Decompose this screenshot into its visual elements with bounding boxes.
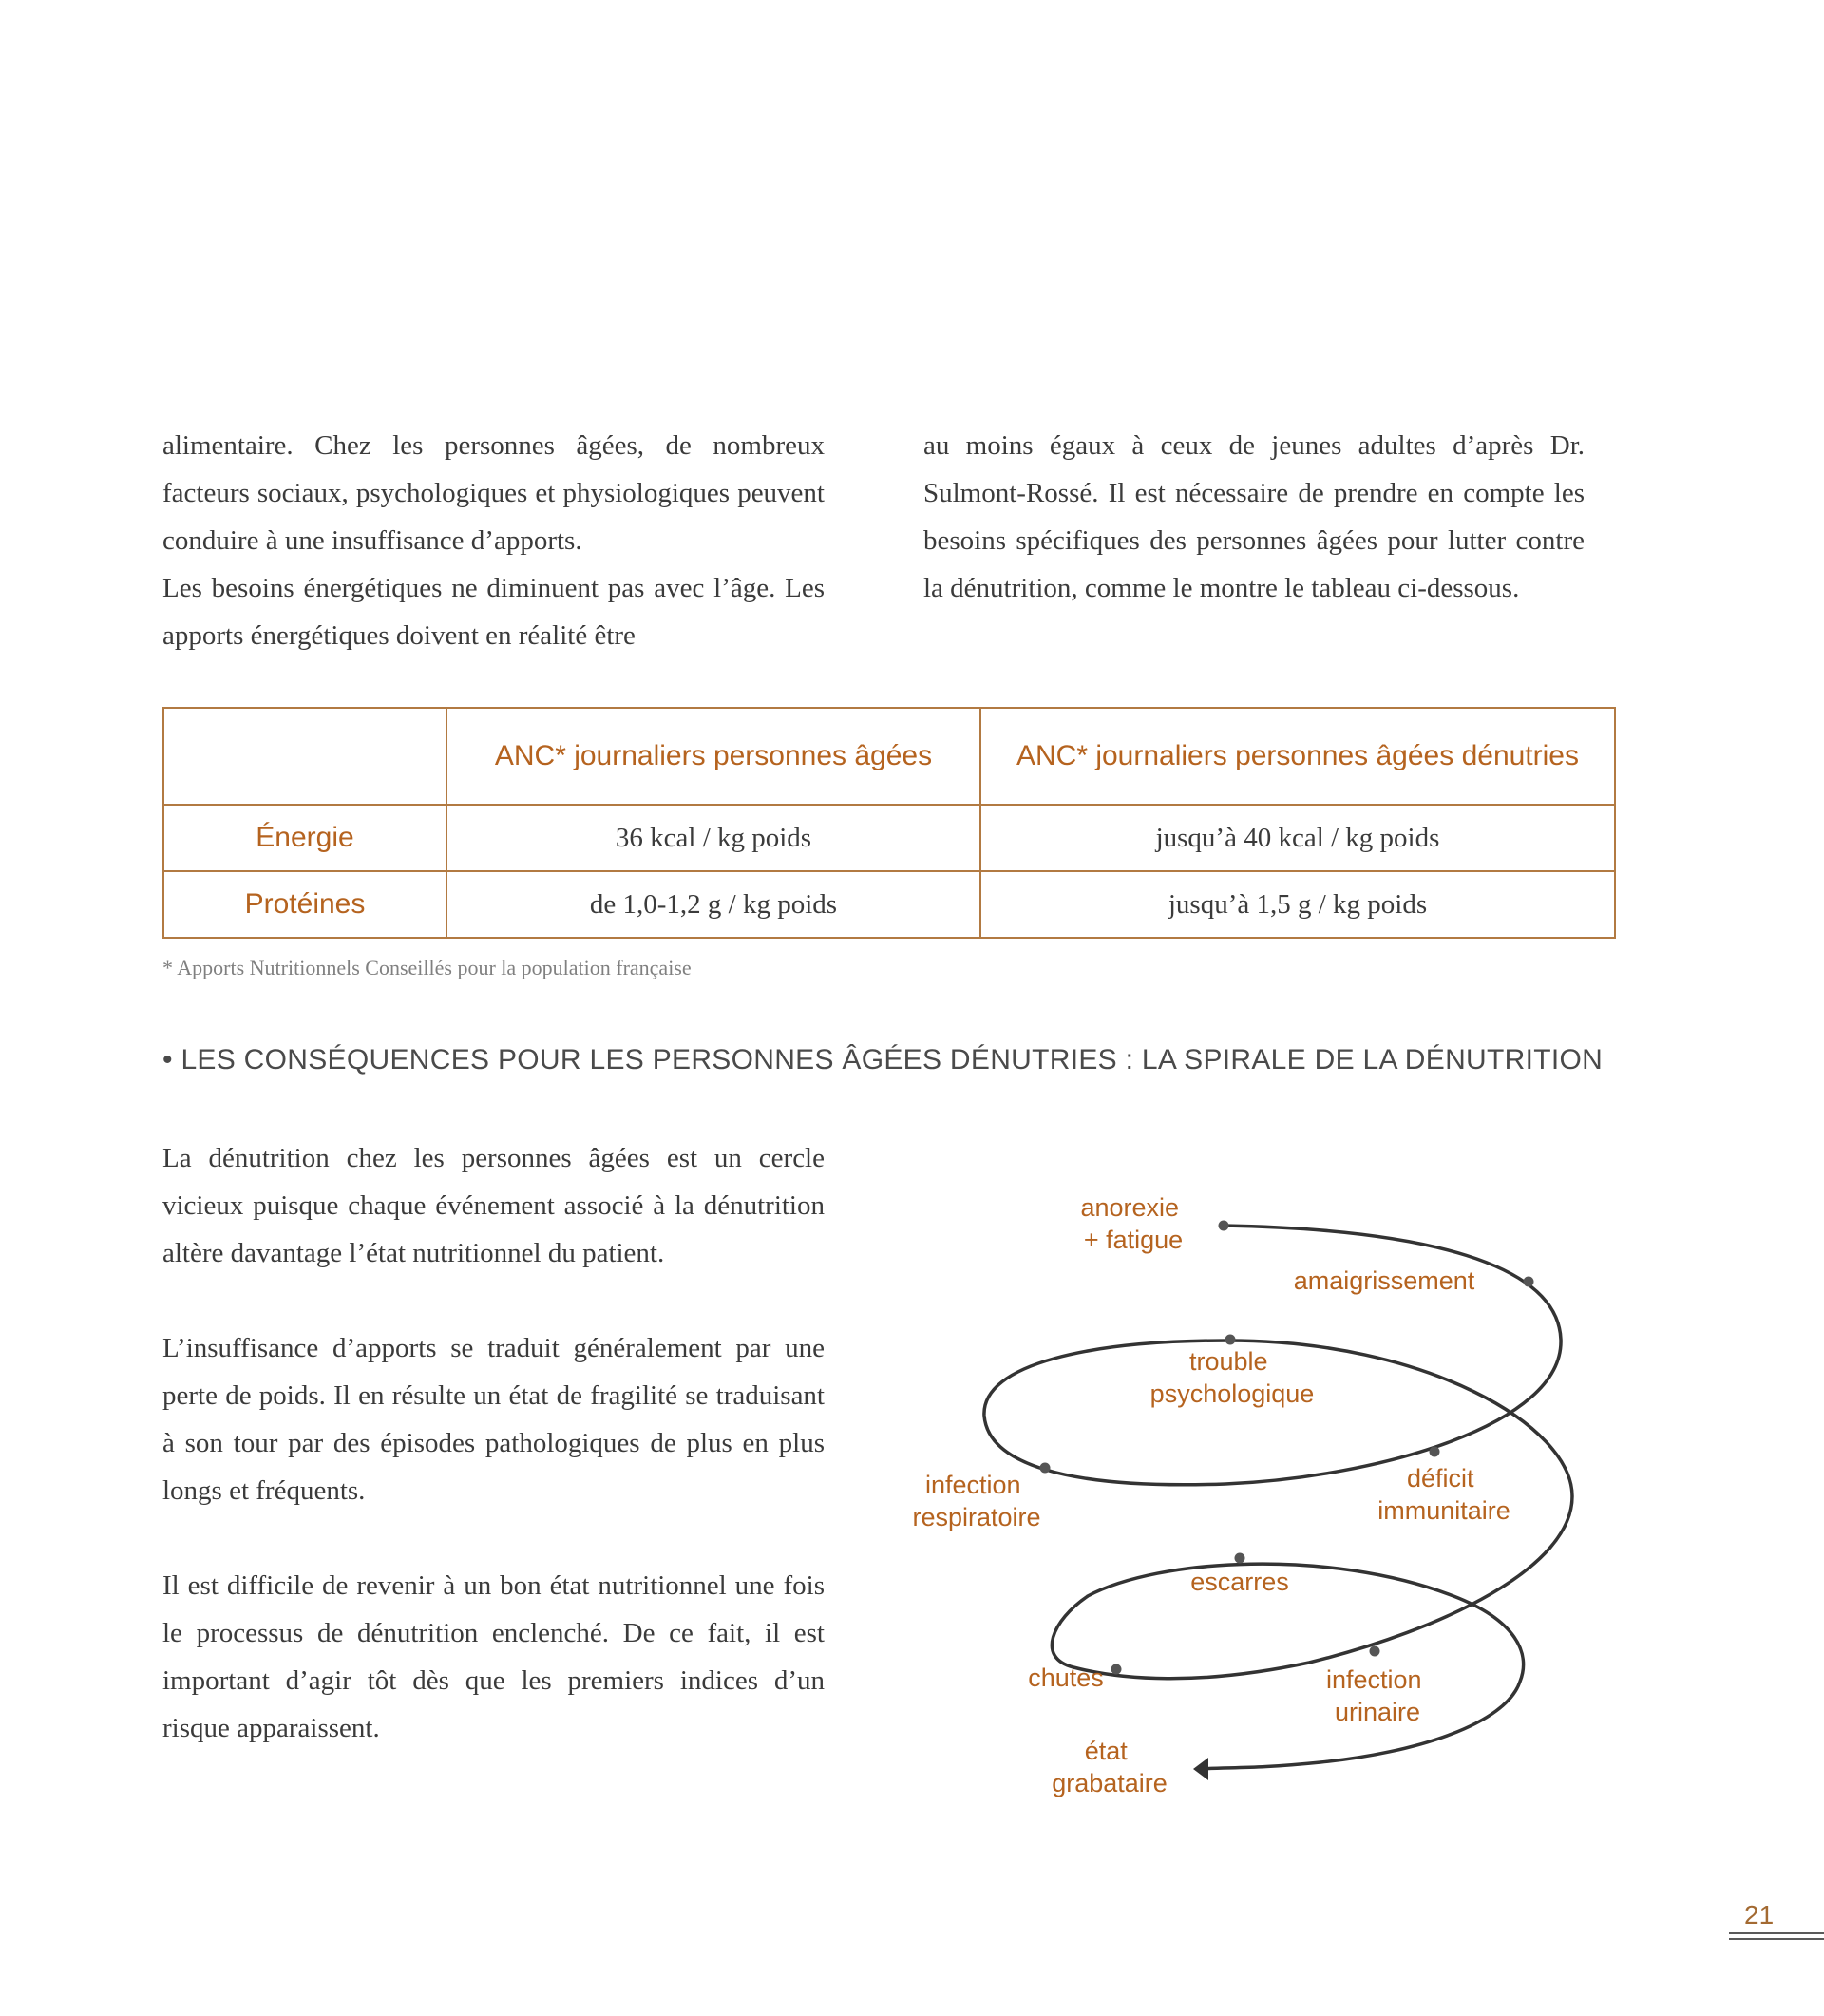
row-label-energie: Énergie <box>163 805 446 871</box>
label-etat-grabataire: état grabataire <box>1052 1737 1168 1797</box>
label-anorexie: anorexie + fatigue <box>1080 1193 1184 1254</box>
body-paragraph-1: La dénutrition chez les personnes âgées est un cercle vicieux puisque chaque événement associé à la dénutrition altère davantage l’état nutritionnel du patient. <box>162 1143 825 1268</box>
table-cell: 36 kcal / kg poids <box>446 805 980 871</box>
spiral-arrowhead <box>1193 1758 1208 1780</box>
row-label-proteines: Protéines <box>163 871 446 938</box>
page-number-rule <box>1729 1932 1824 1934</box>
spiral-dot <box>1524 1277 1534 1287</box>
spiral-dot <box>1112 1664 1122 1675</box>
spiral-dot <box>1226 1335 1236 1345</box>
table-header-malnourished: ANC* journaliers personnes âgées dénutries <box>980 708 1615 805</box>
table-cell: jusqu’à 40 kcal / kg poids <box>980 805 1615 871</box>
body-paragraph-3: Il est difficile de revenir à un bon état nutritionnel une fois le processus de dénutrition enclenché. De ce fait, il est important d’agir tôt dès que les premiers indices d’un risque apparaissent. <box>162 1570 825 1743</box>
section-title: • LES CONSÉQUENCES POUR LES PERSONNES ÂGÉES DÉNUTRIES : LA SPIRALE DE LA DÉNUTRITION <box>162 1044 1604 1075</box>
label-infection-respiratoire: infection respiratoire <box>912 1471 1041 1531</box>
table-header-elderly: ANC* journaliers personnes âgées <box>446 708 980 805</box>
label-amaigrissement: amaigrissement <box>1293 1266 1475 1295</box>
intro-paragraph-1: alimentaire. Chez les personnes âgées, de nombreux facteurs sociaux, psychologiques et physiologiques peuvent conduire à une insuffisance d’apports. <box>162 430 825 556</box>
spiral-dot <box>1235 1553 1245 1564</box>
table-cell: de 1,0-1,2 g / kg poids <box>446 871 980 938</box>
page-number: 21 <box>1744 1900 1775 1930</box>
label-escarres: escarres <box>1190 1568 1289 1596</box>
page-number-rule <box>1729 1938 1824 1940</box>
label-chutes: chutes <box>1028 1664 1104 1692</box>
label-infection-urinaire: infection urinaire <box>1325 1665 1422 1726</box>
spiral-dot <box>1040 1463 1051 1474</box>
label-trouble-psychologique: trouble psychologique <box>1150 1347 1315 1408</box>
table-footnote: * Apports Nutritionnels Conseillés pour la population française <box>162 956 692 979</box>
spiral-dot <box>1219 1221 1229 1231</box>
label-deficit-immunitaire: déficit immunitaire <box>1378 1464 1510 1525</box>
body-paragraph-2: L’insuffisance d’apports se traduit généralement par une perte de poids. Il en résulte un état de fragilité se traduisant à son tour par des épisodes pathologiques de plus en plus longs et fréquents. <box>162 1333 825 1506</box>
intro-paragraph-2: Les besoins énergétiques ne diminuent pas avec l’âge. Les apports énergétiques doivent en réalité être <box>162 573 825 651</box>
spiral-dot <box>1370 1646 1380 1657</box>
spiral-dot <box>1430 1447 1440 1457</box>
intro-paragraph-3: au moins égaux à ceux de jeunes adultes d’après Dr. Sulmont-Rossé. Il est nécessaire de prendre en compte les besoins spécifiques des personnes âgées pour lutter contre la dénutrition, comme le montre le tableau ci-dessous. <box>923 430 1585 603</box>
table-cell: jusqu’à 1,5 g / kg poids <box>980 871 1615 938</box>
